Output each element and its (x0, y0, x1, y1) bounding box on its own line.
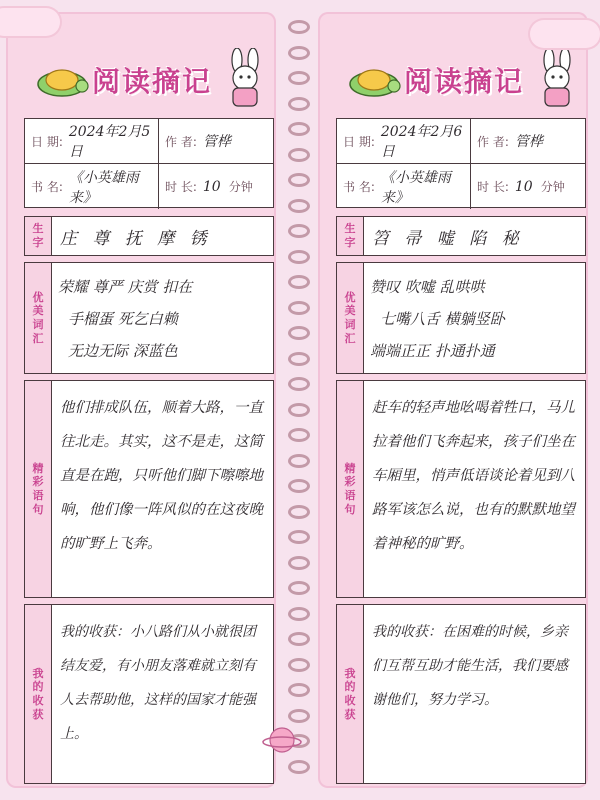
excerpt-label: 精 彩 语 句 (25, 381, 52, 597)
duration-value: 10 (514, 178, 533, 195)
info-row-book (337, 164, 585, 209)
binding-ring (288, 760, 310, 774)
binding-ring (288, 556, 310, 570)
date-value: 2024年2月6日 (380, 124, 463, 160)
page-header (6, 48, 276, 108)
planet-icon (262, 720, 302, 760)
takeaway-text: 我的收获：小八路们从小就很团结友爱，有小朋友落难就立刻有人去帮助他，这样的国家才能强上。 (60, 624, 256, 742)
new-words-label: 生 字 (337, 217, 364, 255)
new-words-label: 生 字 (25, 217, 52, 255)
author-value: 管桦 (202, 134, 231, 150)
book-value: 《小英雄雨来》 (68, 169, 139, 206)
left-page (6, 12, 276, 788)
binding-ring (288, 122, 310, 136)
book-label: 书 名: (343, 180, 375, 194)
info-box (336, 118, 586, 208)
takeaway-text: 我的收获：在困难的时候，乡亲们互帮互助才能生活，我们要感谢他们，努力学习。 (372, 624, 568, 708)
binding-ring (288, 275, 310, 289)
excerpt-text: 他们排成队伍，顺着大路，一直往北走。其实，这不是走，这简直是在跑，只听他们脚下嚓嚓地响，他们像一阵风似的在这夜晚的旷野上飞奔。 (60, 400, 263, 552)
binding-ring (288, 148, 310, 162)
info-row-date (25, 119, 273, 164)
binding-ring (288, 505, 310, 519)
right-page (318, 12, 588, 788)
duration-unit: 分钟 (228, 180, 253, 194)
new-words-box (336, 216, 586, 256)
binding-ring (288, 403, 310, 417)
binding-ring (288, 683, 310, 697)
vocabulary-box (336, 262, 586, 374)
binding-ring (288, 46, 310, 60)
binding-ring (288, 173, 310, 187)
book-label: 书 名: (31, 180, 63, 194)
cloud-decoration (530, 20, 600, 48)
binding-ring (288, 479, 310, 493)
binding-ring (288, 377, 310, 391)
binding-ring (288, 250, 310, 264)
vocabulary-line: 赞叹 吹嘘 乱哄哄 (370, 278, 485, 296)
excerpt-label: 精 彩 语 句 (337, 381, 364, 597)
author-value: 管桦 (514, 134, 543, 150)
duration-unit: 分钟 (540, 180, 565, 194)
new-words-text: 庄 尊 抚 摩 锈 (60, 228, 212, 249)
info-row-book (25, 164, 273, 209)
binding-ring (288, 658, 310, 672)
page-header (318, 48, 588, 108)
date-label: 日 期: (31, 134, 63, 149)
takeaway-box (336, 604, 586, 784)
page-title: 阅读摘记 (404, 65, 525, 98)
binding-ring (288, 607, 310, 621)
vocabulary-label: 优 美 词 汇 (337, 263, 364, 373)
binding-ring (288, 632, 310, 646)
binding-ring (288, 530, 310, 544)
binding-ring (288, 71, 310, 85)
excerpt-box (336, 380, 586, 598)
author-label: 作 者: (165, 134, 197, 149)
bunny-icon (534, 48, 580, 110)
vocabulary-line: 荣耀 尊严 庆赏 扣在 (58, 278, 193, 296)
binding-ring (288, 301, 310, 315)
date-label: 日 期: (343, 134, 375, 149)
vocabulary-box (24, 262, 274, 374)
vocabulary-line: 七嘴八舌 横躺竖卧 (380, 310, 505, 328)
excerpt-box (24, 380, 274, 598)
duration-label: 时 长: (477, 180, 509, 194)
excerpt-text: 赶车的轻声地吆喝着牲口，马儿拉着他们飞奔起来，孩子们坐在车厢里，悄声低语谈论着见到八路军该怎么说，也有的默默地望着神秘的旷野。 (372, 400, 575, 552)
turtle-icon (346, 64, 402, 98)
takeaway-label: 我 的 收 获 (25, 605, 52, 783)
binding-ring (288, 352, 310, 366)
vocabulary-label: 优 美 词 汇 (25, 263, 52, 373)
takeaway-box (24, 604, 274, 784)
info-box (24, 118, 274, 208)
bunny-icon (222, 48, 268, 110)
page-title: 阅读摘记 (92, 65, 213, 98)
info-row-date (337, 119, 585, 164)
book-value: 《小英雄雨来》 (380, 169, 451, 206)
binding-ring (288, 454, 310, 468)
binding-ring (288, 199, 310, 213)
duration-value: 10 (202, 178, 221, 195)
binding-ring (288, 326, 310, 340)
new-words-box (24, 216, 274, 256)
date-value: 2024年2月5日 (68, 124, 151, 160)
takeaway-label: 我 的 收 获 (337, 605, 364, 783)
binding-ring (288, 97, 310, 111)
binding-ring (288, 581, 310, 595)
cloud-decoration (0, 8, 60, 36)
binding-ring (288, 20, 310, 34)
vocabulary-line: 无边无际 深蓝色 (68, 342, 178, 360)
author-label: 作 者: (477, 134, 509, 149)
binding-ring (288, 428, 310, 442)
binding-ring (288, 224, 310, 238)
new-words-text: 笤 帚 嘘 陷 秘 (372, 228, 524, 249)
duration-label: 时 长: (165, 180, 197, 194)
vocabulary-line: 端端正正 扑通扑通 (370, 342, 495, 360)
vocabulary-line: 手榴蛋 死乞白赖 (68, 310, 178, 328)
turtle-icon (34, 64, 90, 98)
